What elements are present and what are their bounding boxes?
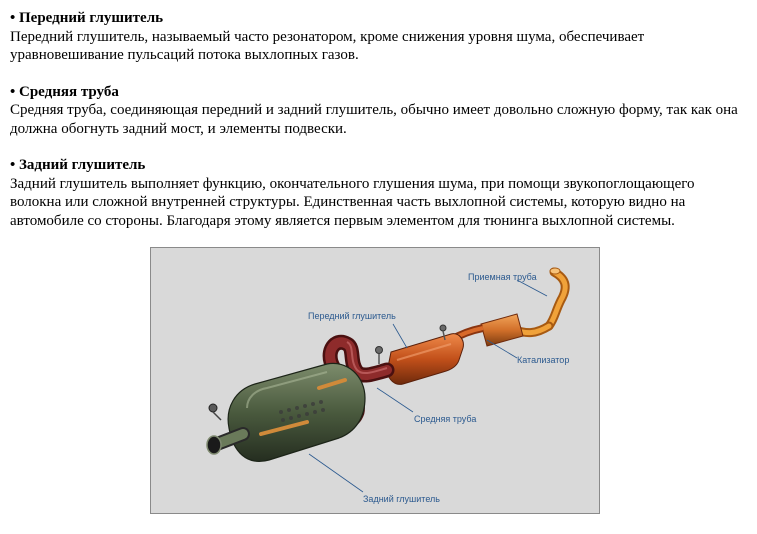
callout-line-middle	[377, 388, 413, 412]
label-rear-muffler: Задний глушитель	[363, 494, 440, 504]
section-middle-pipe	[10, 83, 745, 139]
exhaust-system-illustration	[151, 248, 600, 514]
label-middle-pipe: Средняя труба	[414, 414, 477, 424]
exhaust-system-diagram	[150, 247, 600, 514]
section-front-muffler	[10, 9, 745, 65]
rear-muffler	[207, 363, 365, 461]
section-heading: • Средняя труба	[10, 83, 119, 100]
section-rear-muffler	[10, 156, 745, 230]
article-text	[10, 9, 745, 248]
label-intake-pipe: Приемная труба	[468, 272, 537, 282]
callout-line-rear	[309, 454, 363, 492]
label-catalyst: Катализатор	[517, 355, 570, 365]
section-paragraph: Задний глушитель выполняет функцию, окончательного глушения шума, при помощи звукопоглощающего волокна или сложной внутренней структуры. Единственная часть выхлопной системы, которую видно на автомобиле со стороны. Благодаря этому является первым элементом для тюнинга выхлопной системы.	[10, 175, 695, 229]
callout-line-front	[393, 324, 407, 348]
callout-line-intake	[517, 280, 547, 296]
callout-line-catalyst	[487, 340, 517, 358]
label-front-muffler: Передний глушитель	[308, 311, 396, 321]
section-heading: • Передний глушитель	[10, 10, 164, 26]
section-paragraph: Средняя труба, соединяющая передний и задний глушитель, обычно имеет довольно сложную форму, так как она должна обогнуть задний мост, и элементы подвески.	[10, 102, 738, 137]
section-paragraph: Передний глушитель, называемый часто резонатором, кроме снижения уровня шума, обеспечивает уравновешивание пульсаций потока выхлопных газов.	[10, 28, 645, 63]
section-heading: • Задний глушитель	[10, 157, 146, 173]
